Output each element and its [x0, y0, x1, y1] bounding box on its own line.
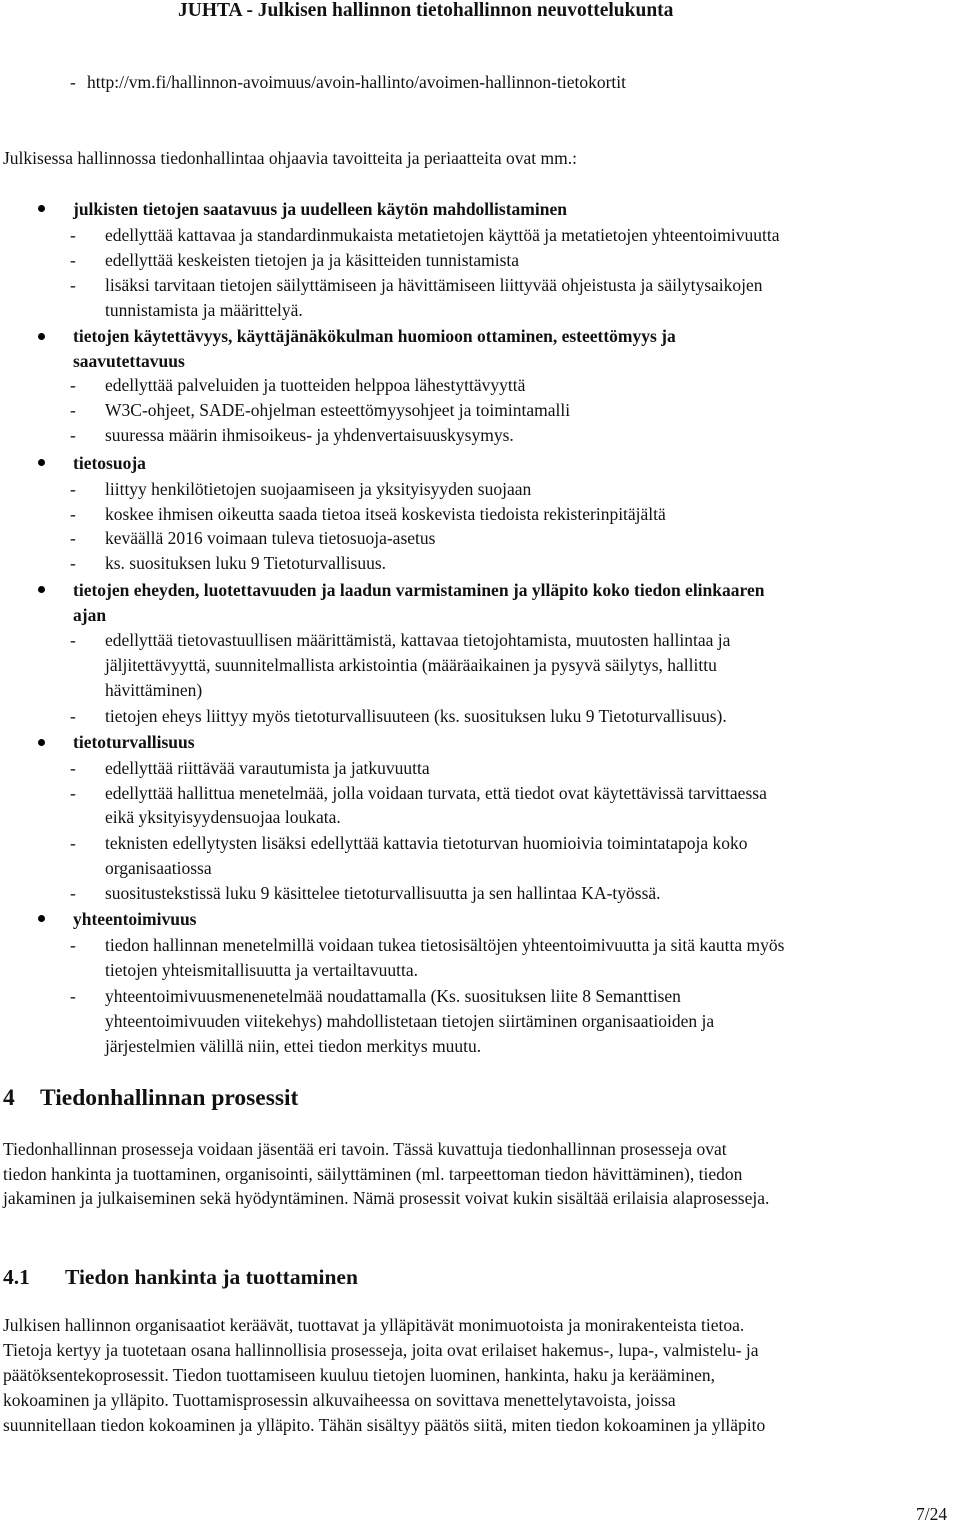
- paragraph-line: Julkisen hallinnon organisaatiot keräävät, tuottavat ja ylläpitävät monimuotoista ja monirakenteista tietoa.: [3, 1315, 745, 1335]
- paragraph-line: kokoaminen ja ylläpito. Tuottamisprosessin alkuvaiheessa on sovittava menettelytavoista, joissa: [3, 1390, 676, 1410]
- paragraph-line: suunnitellaan tiedon kokoaminen ja ylläpito. Tähän sisältyy päätös siitä, miten tiedon kokoaminen ja ylläpito: [3, 1415, 766, 1435]
- page-header: JUHTA - Julkisen hallinnon tietohallinnon neuvottelukunta: [178, 0, 674, 21]
- dash-marker: -: [70, 630, 76, 650]
- list-item-continuation: tietojen yhteismitallisuutta ja vertailtavuutta.: [105, 960, 418, 980]
- paragraph-line: tiedon hankinta ja tuottaminen, organisointi, säilyttäminen (ml. tarpeettoman tiedon hävittäminen), tiedon: [3, 1164, 743, 1184]
- dash-marker: -: [70, 504, 76, 524]
- list-item-continuation: jäljitettävyyttä, suunnitelmallista arkistointia (määräaikainen ja pysyvä säilytys, hallittu: [105, 655, 717, 675]
- bullet-icon: [38, 459, 45, 466]
- list-item: edellyttää hallittua menetelmää, jolla voidaan turvata, että tiedot ovat käytettävissä tarvittaessa: [105, 783, 767, 803]
- dash-marker: -: [70, 479, 76, 499]
- dash-marker: -: [70, 706, 76, 726]
- page-number: 7/24: [916, 1504, 948, 1524]
- bullet-icon: [38, 333, 45, 340]
- dash-marker: -: [70, 225, 76, 245]
- list-item-continuation: eikä yksityisyydensuojaa loukata.: [105, 807, 341, 827]
- dash-marker: -: [70, 275, 76, 295]
- subsection-number: 4.1: [3, 1265, 30, 1289]
- dash-marker: -: [70, 72, 76, 92]
- list-item: tiedon hallinnan menetelmillä voidaan tukea tietosisältöjen yhteentoimivuutta ja sitä kautta myös: [105, 935, 785, 955]
- bullet-title: tietojen käytettävyys, käyttäjänäkökulman huomioon ottaminen, esteettömyys ja: [73, 326, 676, 346]
- dash-marker: -: [70, 935, 76, 955]
- list-item: suuressa määrin ihmisoikeus- ja yhdenvertaisuuskysymys.: [105, 425, 514, 445]
- intro-lead: Julkisessa hallinnossa tiedonhallintaa ohjaavia tavoitteita ja periaatteita ovat mm.:: [3, 148, 577, 168]
- list-item-continuation: tunnistamista ja määrittelyä.: [105, 300, 303, 320]
- subsection-title: Tiedon hankinta ja tuottaminen: [65, 1265, 358, 1289]
- bullet-icon: [38, 205, 45, 212]
- list-item-continuation: hävittäminen): [105, 680, 203, 700]
- dash-marker: -: [70, 758, 76, 778]
- list-item: edellyttää palveluiden ja tuotteiden helppoa lähestyttävyyttä: [105, 375, 526, 395]
- bullet-title: tietojen eheyden, luotettavuuden ja laadun varmistaminen ja ylläpito koko tiedon elinkaaren: [73, 580, 765, 600]
- dash-marker: -: [70, 833, 76, 853]
- bullet-title: tietoturvallisuus: [73, 732, 195, 752]
- dash-marker: -: [70, 553, 76, 573]
- bullet-title: yhteentoimivuus: [73, 909, 197, 929]
- bullet-title: tietosuoja: [73, 453, 146, 473]
- list-item: teknisten edellytysten lisäksi edellyttää kattavia tietoturvan huomioivia toimintatapoja koko: [105, 833, 748, 853]
- list-item: edellyttää riittävää varautumista ja jatkuvuutta: [105, 758, 430, 778]
- bullet-icon: [38, 915, 45, 922]
- list-item: ks. suosituksen luku 9 Tietoturvallisuus.: [105, 553, 387, 573]
- list-item: liittyy henkilötietojen suojaamiseen ja yksityisyyden suojaan: [105, 479, 532, 499]
- paragraph-line: Tietoja kertyy ja tuotetaan osana hallinnollisia prosesseja, joita ovat erilaiset hakemus-, lupa-, valmistelu- ja: [3, 1340, 759, 1360]
- dash-marker: -: [70, 250, 76, 270]
- list-item: tietojen eheys liittyy myös tietoturvallisuuteen (ks. suosituksen luku 9 Tietoturvallisuus).: [105, 706, 727, 726]
- list-item: W3C-ohjeet, SADE-ohjelman esteettömyysohjeet ja toimintamalli: [105, 400, 571, 420]
- intro-link[interactable]: http://vm.fi/hallinnon-avoimuus/avoin-hallinto/avoimen-hallinnon-tietokortit: [87, 72, 627, 92]
- dash-marker: -: [70, 375, 76, 395]
- list-item: koskee ihmisen oikeutta saada tietoa itseä koskevista tiedoista rekisterinpitäjältä: [105, 504, 666, 524]
- dash-marker: -: [70, 883, 76, 903]
- dash-marker: -: [70, 400, 76, 420]
- list-item: edellyttää keskeisten tietojen ja ja käsitteiden tunnistamista: [105, 250, 520, 270]
- list-item: yhteentoimivuusmenenetelmää noudattamalla (Ks. suosituksen liite 8 Semanttisen: [105, 986, 681, 1006]
- bullet-title: julkisten tietojen saatavuus ja uudelleen käytön mahdollistaminen: [73, 199, 567, 219]
- paragraph-line: päätöksentekoprosessit. Tiedon tuottamiseen kuuluu tietojen luominen, hankinta, haku ja kerääminen,: [3, 1365, 716, 1385]
- dash-marker: -: [70, 528, 76, 548]
- section-title: Tiedonhallinnan prosessit: [40, 1085, 299, 1111]
- dash-marker: -: [70, 783, 76, 803]
- bullet-icon: [38, 586, 45, 593]
- bullet-title-continuation: ajan: [73, 605, 107, 625]
- dash-marker: -: [70, 425, 76, 445]
- paragraph-line: Tiedonhallinnan prosesseja voidaan jäsentää eri tavoin. Tässä kuvattuja tiedonhallinnan prosesseja ovat: [3, 1139, 727, 1159]
- list-item: keväällä 2016 voimaan tuleva tietosuoja-asetus: [105, 528, 436, 548]
- list-item: edellyttää kattavaa ja standardinmukaista metatietojen käyttöä ja metatietojen yhteentoimivuutta: [105, 225, 780, 245]
- section-number: 4: [3, 1085, 15, 1111]
- list-item-continuation: organisaatiossa: [105, 858, 212, 878]
- bullet-title-continuation: saavutettavuus: [73, 351, 185, 371]
- list-item: edellyttää tietovastuullisen määrittämistä, kattavaa tietojohtamista, muutosten hallintaa ja: [105, 630, 731, 650]
- dash-marker: -: [70, 986, 76, 1006]
- paragraph-line: jakaminen ja julkaiseminen sekä hyödyntäminen. Nämä prosessit voivat kukin sisältää erilaisia alaprosesseja.: [3, 1188, 770, 1208]
- list-item-continuation: yhteentoimivuuden viitekehys) mahdollistetaan tietojen siirtäminen organisaatioiden ja: [105, 1011, 715, 1031]
- list-item: lisäksi tarvitaan tietojen säilyttämiseen ja hävittämiseen liittyvää ohjeistusta ja säilytysaikojen: [105, 275, 763, 295]
- list-item: suositustekstissä luku 9 käsittelee tietoturvallisuutta ja sen hallintaa KA-työssä.: [105, 883, 661, 903]
- bullet-icon: [38, 739, 45, 746]
- list-item-continuation: järjestelmien välillä niin, ettei tiedon merkitys muutu.: [105, 1036, 482, 1056]
